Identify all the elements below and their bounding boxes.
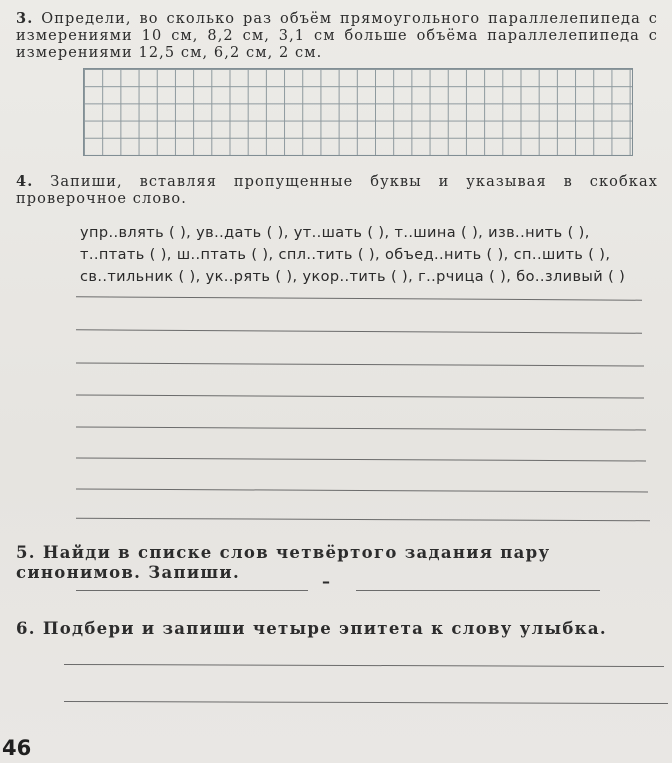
task-3-number: 3. [16, 10, 34, 27]
word-line: упр..влять ( ), ув..дать ( ), ут..шать ( ), т..шина ( ), изв..нить ( ), [80, 225, 590, 241]
task-6-keyword: улыбка. [519, 619, 607, 638]
answer-line[interactable] [76, 489, 648, 493]
answer-line[interactable] [76, 296, 642, 300]
synonym-line-2[interactable] [356, 590, 600, 591]
task-4-number: 4. [16, 173, 34, 190]
synonym-line-1[interactable] [76, 590, 308, 591]
task-4-word-list [80, 222, 652, 288]
task-4-text [16, 173, 658, 208]
answer-line[interactable] [76, 458, 646, 462]
task-6-text [16, 619, 662, 639]
answer-line[interactable] [76, 329, 642, 333]
answer-line[interactable] [76, 395, 644, 399]
answer-line[interactable] [76, 518, 650, 522]
word-line: т..птать ( ), ш..птать ( ), спл..тить ( ), объед..нить ( ), сп..шить ( ), [80, 247, 611, 263]
task-3-body: Определи, во сколько раз объём прямоугольного параллелепипеда с измерениями 10 см, 8,2 см, 3,1 см больше объёма параллелепипеда с измерениями 12,5 см, 6,2 см, 2 см. [16, 11, 658, 61]
task-4-body: Запиши, вставляя пропущенные буквы и указывая в скобках проверочное слово. [16, 174, 658, 207]
answer-line[interactable] [64, 664, 664, 667]
task-6-body: Подбери и запиши четыре эпитета к слову [42, 619, 513, 638]
synonym-dash: – [322, 572, 330, 591]
word-line: св..тильник ( ), ук..рять ( ), укор..тить ( ), г..рчица ( ), бо..зливый ( ) [80, 269, 626, 285]
task-4 [16, 173, 658, 208]
task-6-number: 6. [16, 619, 36, 638]
task-5-number: 5. [16, 543, 36, 562]
task-5-text [16, 543, 662, 583]
task-3 [16, 10, 658, 62]
answer-grid[interactable] [83, 68, 633, 156]
answer-line[interactable] [76, 427, 646, 431]
answer-line[interactable] [64, 701, 668, 704]
task-3-text [16, 10, 658, 62]
page-number: 46 [2, 736, 32, 760]
task-5-body: Найди в списке слов четвёртого задания пару синонимов. Запиши. [16, 543, 551, 582]
answer-line[interactable] [76, 363, 644, 367]
